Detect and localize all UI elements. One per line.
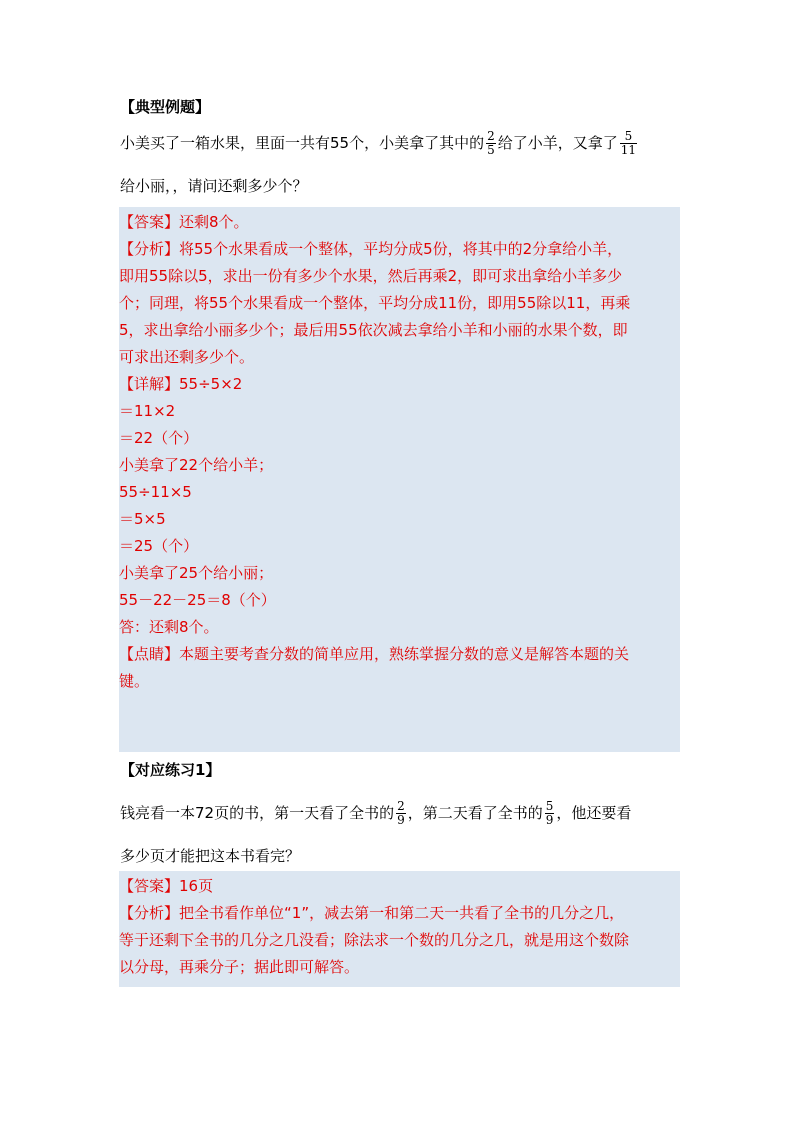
example-question-line2: 给小丽，，请问还剩多少个？ <box>120 177 308 195</box>
question-text: 钱亮看一本72页的书，第一天看了全书的 <box>120 804 395 822</box>
detail-line: 55－22－25＝8（个） <box>119 591 276 609</box>
detail-line: 答：还剩8个。 <box>119 618 219 636</box>
detail-line: ＝25（个） <box>119 537 199 555</box>
practice-answer-box <box>119 871 680 987</box>
example-question-line1 <box>120 130 680 157</box>
analysis-line: 5，求出拿给小丽多少个；最后用55依次减去拿给小羊和小丽的水果个数，即 <box>119 321 628 339</box>
analysis-line: 【分析】把全书看作单位“1”，减去第一和第二天一共看了全书的几分之几， <box>119 904 625 922</box>
detail-line: ＝5×5 <box>119 510 166 528</box>
detail-line: ＝22（个） <box>119 429 199 447</box>
detail-line: 55÷11×5 <box>119 483 192 501</box>
question-text: 小美买了一箱水果，里面一共有55个，小美拿了其中的 <box>120 134 485 152</box>
fraction-two-fifths: $\frac{2}{5}$ <box>487 129 495 157</box>
analysis-line: 即用55除以5，求出一份有多少个水果，然后再乘2，即可求出拿给小羊多少 <box>119 267 623 285</box>
example-answer-box <box>119 207 680 752</box>
fraction-five-elevenths: $\frac{5}{11}$ <box>620 129 637 157</box>
answer-line: 【答案】16页 <box>119 877 214 895</box>
analysis-line: 以分母，再乘分子；据此即可解答。 <box>119 958 360 976</box>
fraction-five-ninths: $\frac{5}{9}$ <box>545 799 554 827</box>
question-text: 给了小羊，又拿了 <box>497 134 618 152</box>
question-text: ，第二天看了全书的 <box>407 804 543 822</box>
example-heading: 【典型例题】 <box>120 98 211 116</box>
analysis-line: 个；同理，将55个水果看成一个整体，平均分成11份，即用55除以11，再乘 <box>119 294 631 312</box>
answer-line: 【答案】还剩8个。 <box>119 213 249 231</box>
fraction-two-ninths: $\frac{2}{9}$ <box>397 799 405 827</box>
practice-question-line1 <box>120 800 680 827</box>
question-text: ，他还要看 <box>556 804 632 822</box>
detail-line: 小美拿了22个给小羊； <box>119 456 274 474</box>
analysis-line: 可求出还剩多少个。 <box>119 348 255 366</box>
detail-line: 【详解】55÷5×2 <box>119 375 243 393</box>
analysis-line: 等于还剩下全书的几分之几没看；除法求一个数的几分之几，就是用这个数除 <box>119 931 630 949</box>
comment-line: 【点睛】本题主要考查分数的简单应用，熟练掌握分数的意义是解答本题的关 <box>119 645 630 663</box>
analysis-line: 【分析】将55个水果看成一个整体，平均分成5份，将其中的2分拿给小羊， <box>119 240 623 258</box>
comment-line: 键。 <box>119 672 150 690</box>
practice-heading: 【对应练习1】 <box>120 761 221 779</box>
detail-line: 小美拿了25个给小丽； <box>119 564 274 582</box>
detail-line: ＝11×2 <box>119 402 176 420</box>
practice-question-line2: 多少页才能把这本书看完？ <box>120 847 301 865</box>
